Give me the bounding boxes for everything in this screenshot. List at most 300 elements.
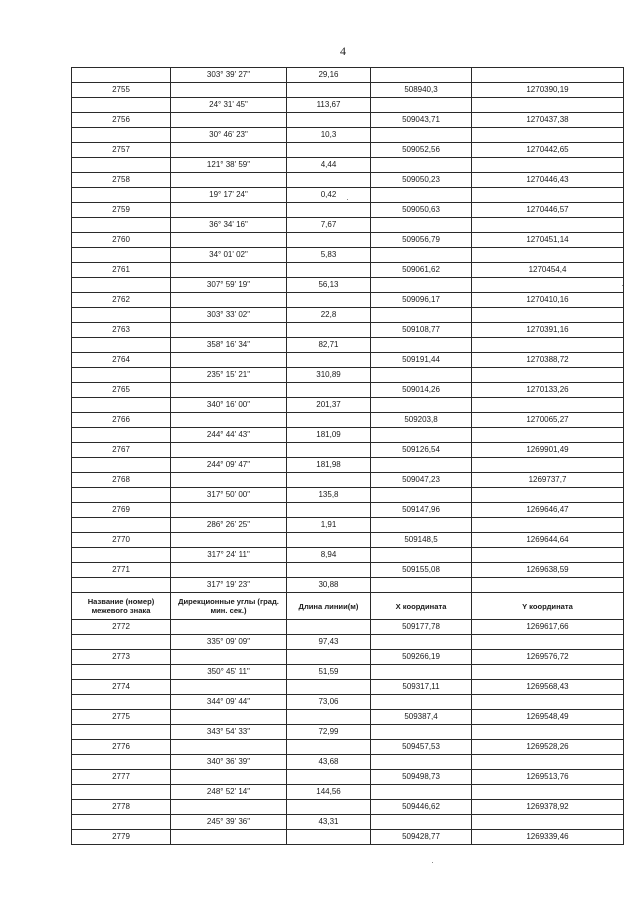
empty-cell: [72, 665, 171, 680]
direction-angle-cell: 317° 19' 23": [171, 578, 287, 593]
line-length-cell: 201,37: [287, 398, 371, 413]
x-coordinate-cell: 509203,8: [371, 413, 472, 428]
segment-row: [72, 635, 624, 650]
y-coordinate-cell: 1269528,26: [472, 740, 624, 755]
line-length-cell: 97,43: [287, 635, 371, 650]
x-coordinate-cell: 509050,23: [371, 173, 472, 188]
x-coordinate-cell: 509457,53: [371, 740, 472, 755]
line-length-cell: 181,98: [287, 458, 371, 473]
x-coordinate-cell: 509155,08: [371, 563, 472, 578]
empty-cell: [371, 248, 472, 263]
point-name-cell: 2779: [72, 830, 171, 845]
x-coordinate-cell: 509108,77: [371, 323, 472, 338]
empty-cell: [472, 338, 624, 353]
empty-cell: [371, 725, 472, 740]
empty-cell: [472, 665, 624, 680]
segment-row: [72, 248, 624, 263]
empty-cell: [371, 368, 472, 383]
direction-angle-cell: 340° 16' 00": [171, 398, 287, 413]
segment-row: [72, 725, 624, 740]
empty-cell: [72, 518, 171, 533]
y-coordinate-cell: 1270446,57: [472, 203, 624, 218]
point-row: [72, 173, 624, 188]
segment-row: [72, 158, 624, 173]
point-name-cell: 2771: [72, 563, 171, 578]
empty-cell: [472, 248, 624, 263]
header-point-name: Название (номер) межевого знака: [72, 593, 171, 620]
empty-cell: [472, 458, 624, 473]
direction-angle-cell: 244° 44' 43": [171, 428, 287, 443]
y-coordinate-cell: 1269644,64: [472, 533, 624, 548]
empty-cell: [287, 620, 371, 635]
empty-cell: [472, 755, 624, 770]
y-coordinate-cell: 1269617,66: [472, 620, 624, 635]
empty-cell: [371, 458, 472, 473]
line-length-cell: 8,94: [287, 548, 371, 563]
empty-cell: [171, 503, 287, 518]
segment-row: [72, 188, 624, 203]
empty-cell: [171, 233, 287, 248]
empty-cell: [171, 263, 287, 278]
y-coordinate-cell: 1270390,19: [472, 83, 624, 98]
empty-cell: [287, 770, 371, 785]
line-length-cell: 113,67: [287, 98, 371, 113]
x-coordinate-cell: 509147,96: [371, 503, 472, 518]
empty-cell: [72, 128, 171, 143]
point-name-cell: 2763: [72, 323, 171, 338]
scan-speck: [622, 285, 623, 286]
empty-cell: [72, 488, 171, 503]
empty-cell: [287, 263, 371, 278]
segment-row: [72, 368, 624, 383]
empty-cell: [171, 293, 287, 308]
x-coordinate-cell: 508940,3: [371, 83, 472, 98]
empty-cell: [472, 695, 624, 710]
empty-cell: [171, 680, 287, 695]
direction-angle-cell: 36° 34' 16": [171, 218, 287, 233]
empty-cell: [371, 308, 472, 323]
point-row: [72, 650, 624, 665]
empty-cell: [72, 548, 171, 563]
point-name-cell: 2757: [72, 143, 171, 158]
line-length-cell: 0,42: [287, 188, 371, 203]
empty-cell: [371, 398, 472, 413]
line-length-cell: 29,16: [287, 68, 371, 83]
x-coordinate-cell: 509056,79: [371, 233, 472, 248]
point-row: [72, 533, 624, 548]
empty-cell: [287, 830, 371, 845]
line-length-cell: 43,31: [287, 815, 371, 830]
point-row: [72, 620, 624, 635]
empty-cell: [371, 98, 472, 113]
point-name-cell: 2775: [72, 710, 171, 725]
point-name-cell: 2755: [72, 83, 171, 98]
point-name-cell: 2764: [72, 353, 171, 368]
empty-cell: [287, 650, 371, 665]
page-number: 4: [340, 44, 346, 58]
x-coordinate-cell: 509043,71: [371, 113, 472, 128]
empty-cell: [371, 68, 472, 83]
segment-row: [72, 785, 624, 800]
y-coordinate-cell: 1269638,59: [472, 563, 624, 578]
direction-angle-cell: 30° 46' 23": [171, 128, 287, 143]
empty-cell: [72, 218, 171, 233]
empty-cell: [287, 503, 371, 518]
y-coordinate-cell: 1269513,76: [472, 770, 624, 785]
boundary-points-table: [71, 67, 624, 845]
empty-cell: [371, 428, 472, 443]
empty-cell: [171, 143, 287, 158]
direction-angle-cell: 121° 38' 59": [171, 158, 287, 173]
line-length-cell: 72,99: [287, 725, 371, 740]
empty-cell: [472, 188, 624, 203]
line-length-cell: 30,88: [287, 578, 371, 593]
empty-cell: [472, 548, 624, 563]
empty-cell: [72, 428, 171, 443]
y-coordinate-cell: 1270410,16: [472, 293, 624, 308]
empty-cell: [472, 368, 624, 383]
direction-angle-cell: 245° 39' 36": [171, 815, 287, 830]
empty-cell: [171, 800, 287, 815]
x-coordinate-cell: 509191,44: [371, 353, 472, 368]
empty-cell: [287, 323, 371, 338]
empty-cell: [171, 203, 287, 218]
empty-cell: [472, 278, 624, 293]
segment-row: [72, 398, 624, 413]
segment-row: [72, 98, 624, 113]
empty-cell: [72, 368, 171, 383]
line-length-cell: 43,68: [287, 755, 371, 770]
point-name-cell: 2772: [72, 620, 171, 635]
point-row: [72, 323, 624, 338]
point-name-cell: 2769: [72, 503, 171, 518]
line-length-cell: 73,06: [287, 695, 371, 710]
y-coordinate-cell: 1270065,27: [472, 413, 624, 428]
direction-angle-cell: 317° 24' 11": [171, 548, 287, 563]
empty-cell: [287, 203, 371, 218]
empty-cell: [287, 383, 371, 398]
segment-row: [72, 278, 624, 293]
empty-cell: [72, 815, 171, 830]
empty-cell: [287, 293, 371, 308]
empty-cell: [72, 248, 171, 263]
point-row: [72, 113, 624, 128]
empty-cell: [287, 563, 371, 578]
direction-angle-cell: 24° 31' 45": [171, 98, 287, 113]
empty-cell: [472, 785, 624, 800]
point-name-cell: 2765: [72, 383, 171, 398]
empty-cell: [287, 233, 371, 248]
point-name-cell: 2768: [72, 473, 171, 488]
empty-cell: [171, 650, 287, 665]
segment-row: [72, 548, 624, 563]
x-coordinate-cell: 509047,23: [371, 473, 472, 488]
direction-angle-cell: 248° 52' 14": [171, 785, 287, 800]
table-body-lower: [72, 620, 624, 845]
empty-cell: [287, 800, 371, 815]
empty-cell: [472, 518, 624, 533]
y-coordinate-cell: 1269339,46: [472, 830, 624, 845]
empty-cell: [287, 710, 371, 725]
empty-cell: [371, 815, 472, 830]
x-coordinate-cell: 509266,19: [371, 650, 472, 665]
point-row: [72, 203, 624, 218]
x-coordinate-cell: 509126,54: [371, 443, 472, 458]
line-length-cell: 144,56: [287, 785, 371, 800]
empty-cell: [171, 173, 287, 188]
table-body-upper: [72, 68, 624, 593]
empty-cell: [472, 128, 624, 143]
empty-cell: [171, 113, 287, 128]
point-row: [72, 503, 624, 518]
table-header: [72, 593, 624, 620]
point-row: [72, 770, 624, 785]
line-length-cell: 56,13: [287, 278, 371, 293]
segment-row: [72, 338, 624, 353]
empty-cell: [72, 338, 171, 353]
segment-row: [72, 488, 624, 503]
empty-cell: [472, 635, 624, 650]
empty-cell: [72, 308, 171, 323]
direction-angle-cell: 350° 45' 11": [171, 665, 287, 680]
empty-cell: [72, 578, 171, 593]
point-row: [72, 353, 624, 368]
empty-cell: [472, 725, 624, 740]
empty-cell: [371, 518, 472, 533]
y-coordinate-cell: 1270388,72: [472, 353, 624, 368]
y-coordinate-cell: 1269737,7: [472, 473, 624, 488]
point-name-cell: 2776: [72, 740, 171, 755]
direction-angle-cell: 344° 09' 44": [171, 695, 287, 710]
x-coordinate-cell: 509498,73: [371, 770, 472, 785]
empty-cell: [472, 158, 624, 173]
point-row: [72, 143, 624, 158]
y-coordinate-cell: 1270446,43: [472, 173, 624, 188]
line-length-cell: 4,44: [287, 158, 371, 173]
point-row: [72, 293, 624, 308]
line-length-cell: 310,89: [287, 368, 371, 383]
y-coordinate-cell: 1270133,26: [472, 383, 624, 398]
x-coordinate-cell: 509177,78: [371, 620, 472, 635]
x-coordinate-cell: 509148,5: [371, 533, 472, 548]
header-line-length: Длина линии(м): [287, 593, 371, 620]
empty-cell: [171, 620, 287, 635]
x-coordinate-cell: 509428,77: [371, 830, 472, 845]
empty-cell: [287, 680, 371, 695]
empty-cell: [72, 755, 171, 770]
empty-cell: [171, 383, 287, 398]
point-row: [72, 383, 624, 398]
line-length-cell: 10,3: [287, 128, 371, 143]
empty-cell: [371, 665, 472, 680]
empty-cell: [371, 488, 472, 503]
empty-cell: [171, 710, 287, 725]
empty-cell: [287, 413, 371, 428]
empty-cell: [72, 98, 171, 113]
empty-cell: [287, 533, 371, 548]
empty-cell: [72, 785, 171, 800]
point-row: [72, 233, 624, 248]
segment-row: [72, 128, 624, 143]
point-name-cell: 2759: [72, 203, 171, 218]
point-name-cell: 2777: [72, 770, 171, 785]
empty-cell: [371, 158, 472, 173]
empty-cell: [287, 353, 371, 368]
point-name-cell: 2773: [72, 650, 171, 665]
empty-cell: [371, 755, 472, 770]
empty-cell: [72, 158, 171, 173]
segment-row: [72, 458, 624, 473]
line-length-cell: 51,59: [287, 665, 371, 680]
x-coordinate-cell: 509446,62: [371, 800, 472, 815]
empty-cell: [287, 83, 371, 98]
empty-cell: [472, 398, 624, 413]
empty-cell: [287, 443, 371, 458]
point-name-cell: 2766: [72, 413, 171, 428]
segment-row: [72, 308, 624, 323]
direction-angle-cell: 303° 33' 02": [171, 308, 287, 323]
empty-cell: [72, 188, 171, 203]
y-coordinate-cell: 1269548,49: [472, 710, 624, 725]
empty-cell: [472, 218, 624, 233]
y-coordinate-cell: 1269568,43: [472, 680, 624, 695]
y-coordinate-cell: 1270454,4: [472, 263, 624, 278]
empty-cell: [171, 830, 287, 845]
direction-angle-cell: 303° 39' 27": [171, 68, 287, 83]
point-row: [72, 680, 624, 695]
y-coordinate-cell: 1270442,65: [472, 143, 624, 158]
empty-cell: [371, 188, 472, 203]
empty-cell: [371, 218, 472, 233]
point-name-cell: 2778: [72, 800, 171, 815]
empty-cell: [72, 725, 171, 740]
empty-cell: [371, 785, 472, 800]
line-length-cell: 7,67: [287, 218, 371, 233]
y-coordinate-cell: 1270451,14: [472, 233, 624, 248]
empty-cell: [371, 128, 472, 143]
empty-cell: [171, 740, 287, 755]
point-row: [72, 830, 624, 845]
empty-cell: [171, 413, 287, 428]
empty-cell: [371, 578, 472, 593]
direction-angle-cell: 343° 54' 33": [171, 725, 287, 740]
point-row: [72, 263, 624, 278]
direction-angle-cell: 244° 09' 47": [171, 458, 287, 473]
point-row: [72, 443, 624, 458]
scan-speck: [432, 862, 433, 863]
empty-cell: [472, 488, 624, 503]
empty-cell: [287, 473, 371, 488]
y-coordinate-cell: 1269378,92: [472, 800, 624, 815]
empty-cell: [371, 338, 472, 353]
empty-cell: [72, 695, 171, 710]
y-coordinate-cell: 1269901,49: [472, 443, 624, 458]
x-coordinate-cell: 509050,63: [371, 203, 472, 218]
empty-cell: [371, 695, 472, 710]
line-length-cell: 22,8: [287, 308, 371, 323]
segment-row: [72, 665, 624, 680]
point-name-cell: 2770: [72, 533, 171, 548]
empty-cell: [371, 635, 472, 650]
empty-cell: [171, 353, 287, 368]
point-name-cell: 2758: [72, 173, 171, 188]
direction-angle-cell: 340° 36' 39": [171, 755, 287, 770]
y-coordinate-cell: 1270437,38: [472, 113, 624, 128]
empty-cell: [72, 398, 171, 413]
line-length-cell: 135,8: [287, 488, 371, 503]
y-coordinate-cell: 1269576,72: [472, 650, 624, 665]
direction-angle-cell: 317° 50' 00": [171, 488, 287, 503]
x-coordinate-cell: 509317,11: [371, 680, 472, 695]
empty-cell: [472, 308, 624, 323]
line-length-cell: 5,83: [287, 248, 371, 263]
empty-cell: [72, 278, 171, 293]
empty-cell: [171, 473, 287, 488]
empty-cell: [171, 443, 287, 458]
empty-cell: [287, 740, 371, 755]
y-coordinate-cell: 1269646,47: [472, 503, 624, 518]
point-name-cell: 2761: [72, 263, 171, 278]
point-row: [72, 710, 624, 725]
direction-angle-cell: 286° 26' 25": [171, 518, 287, 533]
empty-cell: [472, 98, 624, 113]
segment-row: [72, 815, 624, 830]
segment-row: [72, 218, 624, 233]
point-name-cell: 2762: [72, 293, 171, 308]
empty-cell: [287, 113, 371, 128]
point-row: [72, 473, 624, 488]
empty-cell: [171, 770, 287, 785]
point-row: [72, 413, 624, 428]
empty-cell: [287, 173, 371, 188]
empty-cell: [472, 815, 624, 830]
segment-row: [72, 428, 624, 443]
empty-cell: [171, 533, 287, 548]
point-row: [72, 563, 624, 578]
x-coordinate-cell: 509387,4: [371, 710, 472, 725]
direction-angle-cell: 335° 09' 09": [171, 635, 287, 650]
empty-cell: [472, 68, 624, 83]
point-name-cell: 2760: [72, 233, 171, 248]
direction-angle-cell: 235° 15' 21": [171, 368, 287, 383]
scan-speck: [347, 199, 348, 200]
empty-cell: [72, 68, 171, 83]
empty-cell: [72, 458, 171, 473]
empty-cell: [171, 323, 287, 338]
point-name-cell: 2774: [72, 680, 171, 695]
point-row: [72, 800, 624, 815]
header-direction-angle: Дирекционные углы (град. мин. сек.): [171, 593, 287, 620]
line-length-cell: 1,91: [287, 518, 371, 533]
x-coordinate-cell: 509061,62: [371, 263, 472, 278]
point-name-cell: 2767: [72, 443, 171, 458]
direction-angle-cell: 358° 16' 34": [171, 338, 287, 353]
segment-row: [72, 755, 624, 770]
line-length-cell: 181,09: [287, 428, 371, 443]
empty-cell: [472, 578, 624, 593]
direction-angle-cell: 307° 59' 19": [171, 278, 287, 293]
empty-cell: [371, 548, 472, 563]
line-length-cell: 82,71: [287, 338, 371, 353]
direction-angle-cell: 34° 01' 02": [171, 248, 287, 263]
x-coordinate-cell: 509096,17: [371, 293, 472, 308]
header-x-coordinate: X координата: [371, 593, 472, 620]
segment-row: [72, 578, 624, 593]
empty-cell: [171, 563, 287, 578]
x-coordinate-cell: 509014,26: [371, 383, 472, 398]
segment-row: [72, 518, 624, 533]
header-row: [72, 593, 624, 620]
